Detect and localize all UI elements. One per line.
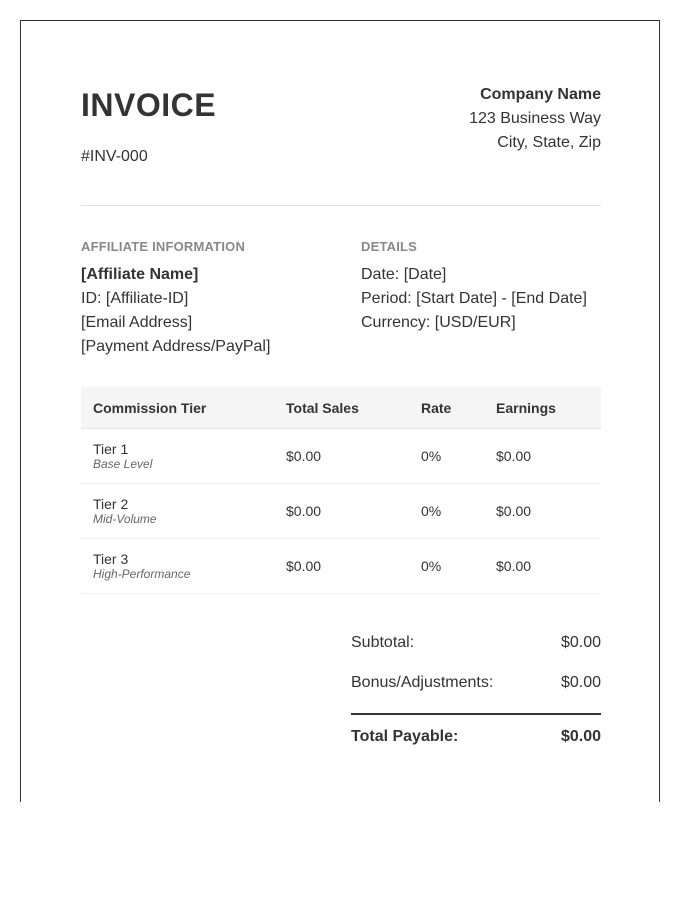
- table-row: [81, 429, 601, 484]
- tier-subtitle: Mid-Volume: [93, 512, 157, 526]
- table-row: [81, 484, 601, 539]
- affiliate-info: [81, 239, 270, 359]
- header-commission-tier: Commission Tier: [93, 399, 207, 416]
- rate-cell: 0%: [421, 448, 442, 464]
- invoice-number: #INV-000: [81, 148, 148, 165]
- details-heading: DETAILS: [361, 239, 418, 254]
- details-currency: Currency: [USD/EUR]: [361, 314, 516, 331]
- tier-name: Tier 2: [93, 496, 129, 512]
- rate-cell: 0%: [421, 558, 442, 574]
- earnings-cell: $0.00: [496, 503, 532, 519]
- header-earnings: Earnings: [496, 399, 556, 416]
- total-sales-cell: $0.00: [286, 448, 322, 464]
- affiliate-payment: [Payment Address/PayPal]: [81, 338, 271, 355]
- company-address-line1: 123 Business Way: [469, 110, 601, 127]
- details-info: [361, 239, 587, 335]
- total-payable-row: [351, 717, 601, 757]
- affiliate-name: [Affiliate Name]: [81, 266, 199, 283]
- subtotal-value: $0.00: [560, 634, 601, 651]
- details-period: Period: [Start Date] - [End Date]: [361, 290, 587, 307]
- total-payable-value: $0.00: [560, 728, 601, 745]
- tier-cell: [81, 441, 274, 471]
- rate-cell: 0%: [421, 503, 442, 519]
- table-row: [81, 539, 601, 594]
- invoice-title: INVOICE: [81, 87, 217, 123]
- affiliate-id: ID: [Affiliate-ID]: [81, 290, 189, 307]
- header-total-sales: Total Sales: [286, 399, 359, 416]
- bonus-label: Bonus/Adjustments:: [351, 674, 494, 691]
- tier-subtitle: Base Level: [93, 457, 153, 471]
- company-block: [469, 83, 601, 155]
- bonus-value: $0.00: [560, 674, 601, 691]
- total-payable-label: Total Payable:: [351, 728, 459, 745]
- tier-subtitle: High-Performance: [93, 567, 191, 581]
- total-sales-cell: $0.00: [286, 558, 322, 574]
- subtotal-label: Subtotal:: [351, 634, 415, 651]
- tier-name: Tier 1: [93, 441, 129, 457]
- invoice-sheet: [20, 20, 660, 802]
- totals-block: [351, 623, 601, 757]
- company-name: Company Name: [480, 86, 601, 103]
- tier-name: Tier 3: [93, 551, 129, 567]
- details-date: Date: [Date]: [361, 266, 447, 283]
- tier-cell: [81, 496, 274, 526]
- affiliate-info-heading: AFFILIATE INFORMATION: [81, 239, 246, 254]
- earnings-cell: $0.00: [496, 558, 532, 574]
- bonus-row: [351, 663, 601, 703]
- totals-divider: [351, 713, 601, 715]
- affiliate-email: [Email Address]: [81, 314, 193, 331]
- total-sales-cell: $0.00: [286, 503, 322, 519]
- subtotal-row: [351, 623, 601, 663]
- company-address-line2: City, State, Zip: [497, 134, 601, 151]
- header-divider: [81, 205, 601, 206]
- table-header: [81, 387, 601, 429]
- header-rate: Rate: [421, 399, 452, 416]
- earnings-cell: $0.00: [496, 448, 532, 464]
- tier-cell: [81, 551, 274, 581]
- commission-table: [81, 387, 601, 594]
